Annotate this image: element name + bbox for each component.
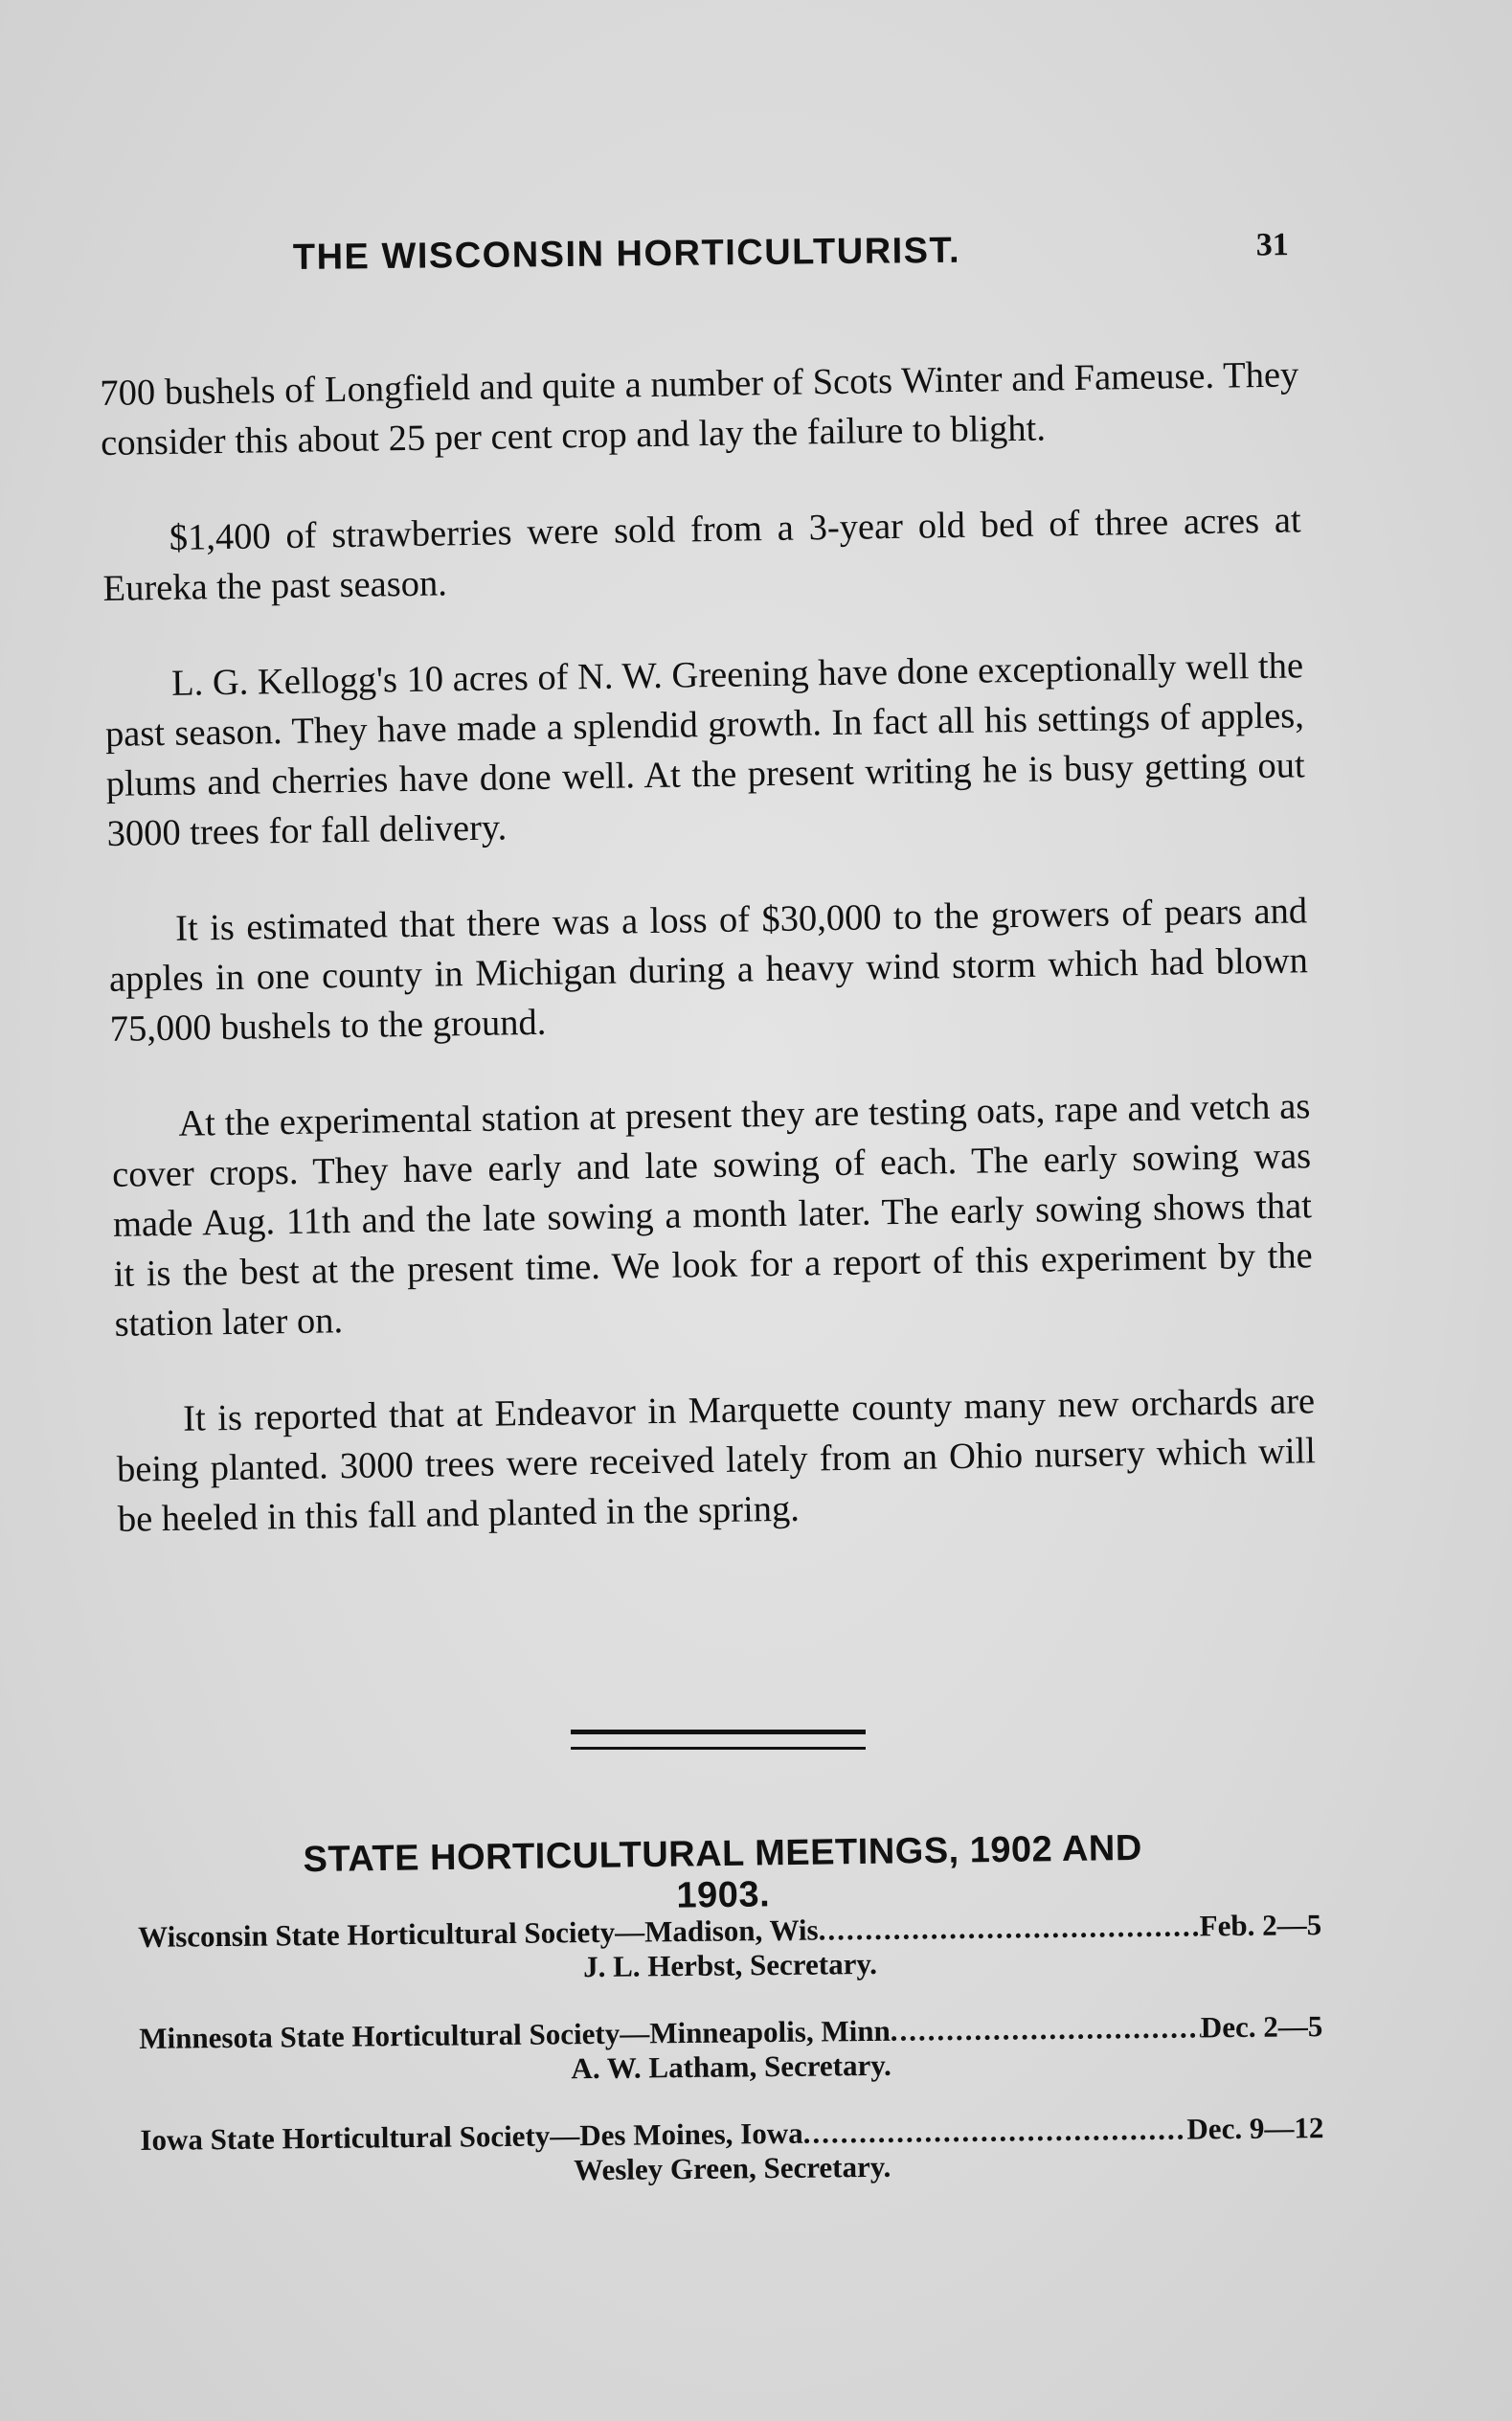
meeting-secretary: J. L. Herbst, Secretary. — [582, 1946, 878, 1984]
dot-leader — [810, 2113, 1186, 2151]
paragraph-1: 700 bushels of Longfield and quite a number of Scots Winter and Fameuse. They consider this about 25 per cent crop and lay the failure to blight. — [100, 354, 1299, 464]
section-divider-thin — [571, 1747, 866, 1750]
meetings-heading: STATE HORTICULTURAL MEETINGS, 1902 AND 1903. — [303, 1827, 1143, 1916]
paragraph-2: $1,400 of strawberries were sold from a 3-year old bed of three acres at Eureka the past season. — [102, 500, 1301, 609]
meeting-society: Iowa State Horticultural Society—Des Moines, Iowa. — [140, 2116, 811, 2157]
meeting-secretary: A. W. Latham, Secretary. — [571, 2048, 891, 2086]
meeting-entry — [140, 2111, 1324, 2192]
meeting-society: Minnesota State Horticultural Society—Minneapolis, Minn. — [139, 2013, 898, 2055]
page-number: 31 — [1255, 227, 1290, 263]
meetings-list — [138, 1908, 1324, 2225]
meeting-entry — [139, 2009, 1323, 2091]
paragraph-3: L. G. Kellogg's 10 acres of N. W. Greening have done exceptionally well the past season. They have made a splendid growth. In fact all his settings of apples, plums and cherries have done well. At the present writing he is busy getting out 3000 trees for fall delivery. — [104, 645, 1305, 854]
meeting-entry — [138, 1908, 1322, 1989]
meeting-date: Feb. 2—5 — [1199, 1908, 1322, 1943]
dot-leader — [825, 1909, 1200, 1947]
running-head — [293, 227, 1290, 295]
meeting-society: Wisconsin State Horticultural Society—Madison, Wis. — [138, 1912, 826, 1954]
paragraph-6: It is reported that at Endeavor in Marquette county many new orchards are being planted. 3000 trees were received lately from an Ohio nursery which will be heeled in this fall and planted in the spring. — [116, 1381, 1317, 1540]
meeting-secretary: Wesley Green, Secretary. — [573, 2149, 891, 2187]
article-body — [100, 350, 1318, 1591]
journal-title: THE WISCONSIN HORTICULTURIST. — [292, 230, 961, 278]
paragraph-4: It is estimated that there was a loss of $30,000 to the growers of pears and apples in one county in Michigan during a heavy wind storm which had blown 75,000 bushels to the ground. — [108, 891, 1309, 1050]
meeting-date: Dec. 2—5 — [1200, 2009, 1323, 2045]
dot-leader — [897, 2010, 1201, 2048]
meeting-date: Dec. 9—12 — [1186, 2111, 1324, 2146]
paragraph-5: At the experimental station at present they are testing oats, rape and vetch as cover crops. They have early and late sowing of each. The early sowing was made Aug. 11th and the late sowing a month later. The early sowing shows that it is the best at the present time. We look for a report of this experiment by the station later on. — [111, 1086, 1314, 1345]
section-divider-thick — [571, 1730, 866, 1734]
